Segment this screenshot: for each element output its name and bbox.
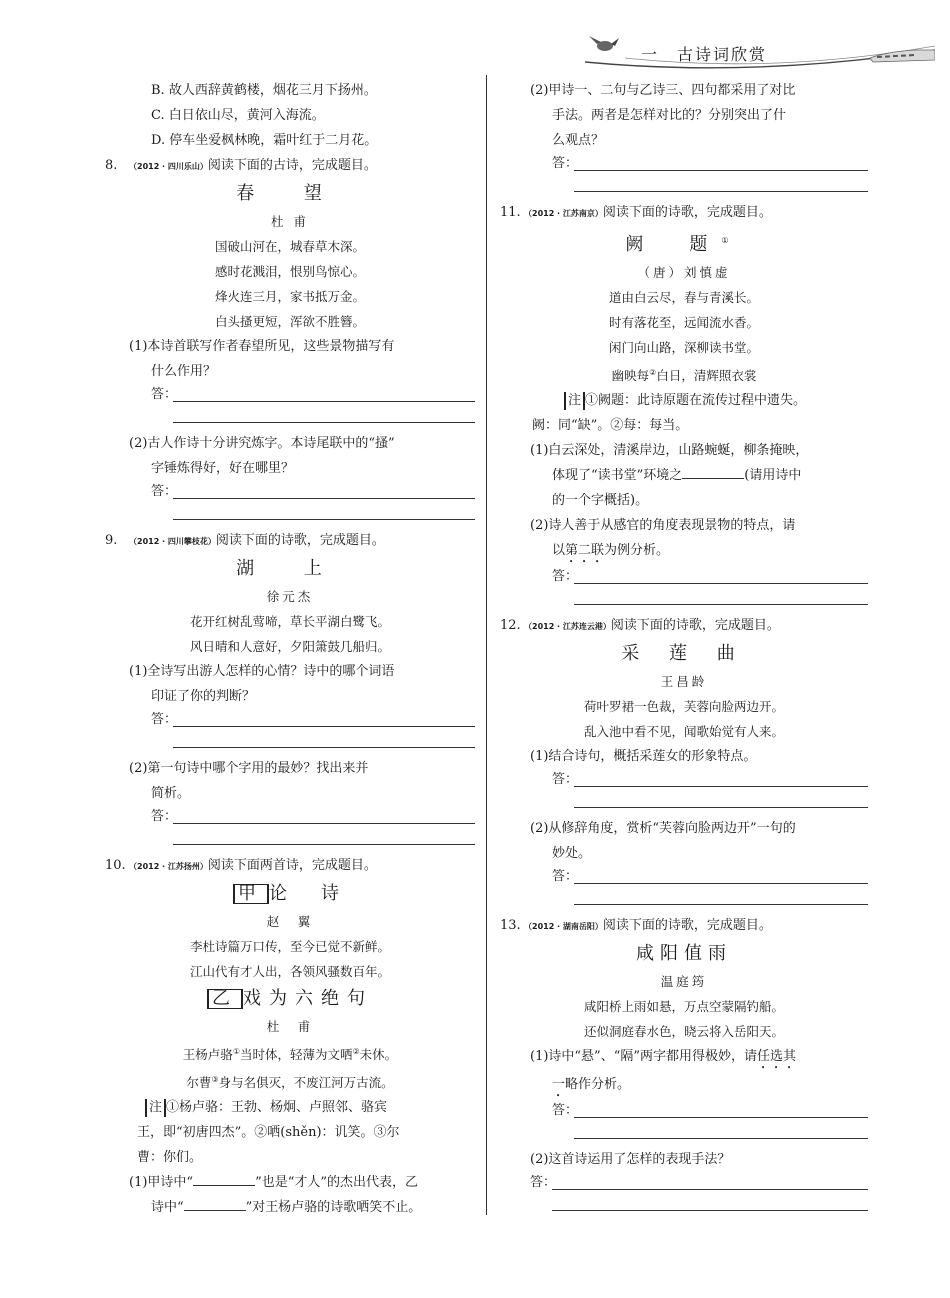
poem-author: 杜 甫 [266,1019,314,1034]
question-prompt: 阅读下面的诗歌，完成题目。 [215,533,385,548]
sub-question-2: (2)这首诗运用了怎样的表现手法？ [530,1152,731,1168]
answer-field[interactable]: 答： [552,153,868,175]
question-number: 13. [500,918,521,934]
question-number: 10. [105,858,126,873]
option-b: B. 故人西辞黄鹤楼，烟花三月下扬州。 [151,83,377,98]
option-c: C. 白日依山尽，黄河入海流。 [151,108,325,123]
question-source: （2012 · 四川攀枝花） [129,537,216,546]
sub-question-2: (2)诗人善于从感官的角度表现景物的特点，请 以第二联为例分析。 [530,518,796,559]
answer-line[interactable] [574,888,868,905]
section-title: 一 古诗词欣赏 [641,45,768,64]
question-source: （2012 · 江苏扬州） [129,862,208,871]
answer-field[interactable]: 答： [552,566,868,588]
poem-verse: 荷叶罗裙一色裁，芙蓉向脸两边开。 [583,699,784,715]
annotation-cont: 王，即“初唐四杰”。②哂(shěn)：讥笑。③尔 [137,1125,400,1141]
column-divider [486,75,487,1215]
poem-verse: 还似洞庭春水色，晓云将入岳阳天。 [583,1024,784,1040]
sub-question-2: (2)从修辞角度，赏析“芙蓉向脸两边开”一句的 妙处。 [530,821,796,862]
poem-verse: 花开红树乱莺啼，草长平湖白鹭飞。 [189,614,390,629]
poem-title: 春 望 [236,183,344,204]
poem-author: （唐）刘慎虚 [637,265,731,280]
sub-question-1: (1)本诗首联写作者春望所见，这些景物描写有 什么作用？ [129,339,395,379]
sub-question-2: (2)古人作诗十分讲究炼字。本诗尾联中的“搔” 字锤炼得好，好在哪里？ [129,436,395,476]
answer-field[interactable]: 答： [151,806,475,828]
answer-field[interactable]: 答： [552,769,868,791]
question-12 [500,613,868,905]
poem-title-jia: 甲 论 诗 [105,879,475,909]
poem-verse: 咸阳桥上雨如悬，万点空蒙隔钓船。 [583,999,784,1015]
poem-author: 王昌龄 [660,674,708,690]
sub-question-1: (1)全诗写出游人怎样的心情？诗中的哪个词语 印证了你的判断？ [129,664,395,704]
answer-field[interactable]: 答： [151,384,475,406]
question-9 [105,528,475,845]
poem-title: 湖 上 [236,558,344,579]
answer-field[interactable]: 答： [530,1172,868,1194]
poem-verse: 道由白云尽，春与青溪长。 [608,290,759,305]
annotation-cont: 曹：你们。 [137,1150,203,1166]
q10-sub-question-2: (2)甲诗一、二句与乙诗三、四句都采用了对比 手法。两者是怎样对比的？分别突出了什 么观点？ [530,83,796,148]
question-prompt: 阅读下面的诗歌，完成题目。 [602,918,772,934]
annotation-cont: 阙：同“缺”。②每：每当。 [532,418,689,434]
poem-verse: 王杨卢骆①当时体，轻薄为文哂②未休。 [182,1047,398,1063]
answer-line[interactable] [173,828,475,845]
sub-question-1: (1)白云深处，清溪岸边，山路蜿蜒，柳条掩映， 体现了“读书堂”环境之 (请用诗中 的一个字概括)。 [530,443,809,509]
poem-author: 徐元杰 [266,589,314,604]
poem-verse: 幽映每②白日，清辉照衣裳 [611,368,757,384]
answer-field[interactable]: 答： [552,866,868,888]
poem-author: 温庭筠 [660,974,708,990]
poem-verse: 时有落花至，远闻流水香。 [608,315,759,330]
fill-blank[interactable] [193,1171,255,1186]
question-number: 9. [105,533,118,548]
question-source: （2012 · 四川乐山） [129,162,208,171]
poem-author: 杜 甫 [271,214,309,229]
question-11 [500,200,868,605]
answer-line[interactable] [574,588,868,605]
answer-line[interactable] [173,503,475,520]
fill-blank[interactable] [184,1196,246,1211]
sub-question-1: (1)结合诗句，概括采莲女的形象特点。 [530,749,757,765]
question-source: （2012 · 江苏南京） [524,209,603,218]
sub-question-1: (1)甲诗中“ ”也是“才人”的杰出代表，乙 诗中“ ”对王杨卢骆的诗歌哂笑不止。 [105,1170,475,1220]
answer-line[interactable] [574,791,868,808]
question-prompt: 阅读下面两首诗，完成题目。 [207,858,377,873]
sub-question-1: (1)诗中“悬”、“隔”两字都用得极妙，请任选其 一略作分析。 [530,1049,797,1093]
question-8 [105,153,475,520]
poem-verse: 乱入池中看不见，闻歌始觉有人来。 [583,724,784,740]
poem-title: 咸阳值雨 [636,943,732,965]
option-d: D. 停车坐爱枫林晚，霜叶红于二月花。 [151,133,378,148]
annotation: 注 ①阙题：此诗原题在流传过程中遗失。 [500,388,868,413]
bird-icon [589,36,619,51]
poem-author: 赵 翼 [266,914,314,929]
fill-blank[interactable] [682,464,744,479]
question-10 [105,853,475,1220]
question-prompt: 阅读下面的诗歌，完成题目。 [610,618,780,634]
poem-verse: 闲门向山路，深柳读书堂。 [608,340,759,355]
poem-verse: 风日晴和人意好，夕阳箫鼓几船归。 [189,639,390,654]
question-number: 11. [500,205,521,220]
question-prompt: 阅读下面的古诗，完成题目。 [207,158,377,173]
sub-question-2: (2)第一句诗中哪个字用的最妙？找出来并 简析。 [129,761,369,801]
poem-verse: 江山代有才人出，各领风骚数百年。 [189,964,390,979]
answer-field[interactable]: 答： [151,709,475,731]
answer-line[interactable] [173,406,475,423]
answer-line[interactable] [552,1194,868,1211]
poem-verse: 白头搔更短，浑欲不胜簪。 [214,314,365,329]
poem-verse: 烽火连三月，家书抵万金。 [214,289,365,304]
poem-verse: 尔曹③身与名俱灭，不废江河万古流。 [186,1075,394,1091]
answer-field[interactable]: 答： [552,1100,868,1122]
poem-title-yi: 乙 戏为六绝句 [105,984,475,1014]
answer-line[interactable] [574,175,868,192]
question-number: 12. [500,618,521,634]
poem-title: 阙 题① [625,234,743,255]
train-icon [870,50,935,62]
annotation: 注 ①杨卢骆：王勃、杨炯、卢照邻、骆宾 [105,1095,475,1120]
question-source: （2012 · 江苏连云港） [524,622,611,632]
question-13 [500,913,868,1211]
question-source: （2012 · 湖南岳阳） [524,922,603,932]
answer-line[interactable] [574,1122,868,1139]
left-column [105,78,475,1220]
poem-verse: 感时花溅泪，恨别鸟惊心。 [214,264,365,279]
answer-field[interactable]: 答： [151,481,475,503]
page-header [585,28,935,76]
poem-verse: 国破山河在，城春草木深。 [214,239,365,254]
question-number: 8. [105,158,118,173]
question-prompt: 阅读下面的诗歌，完成题目。 [602,205,772,220]
poem-verse: 李杜诗篇万口传，至今已觉不新鲜。 [189,939,390,954]
answer-line[interactable] [173,731,475,748]
poem-title: 采 莲 曲 [621,643,747,665]
right-column [500,78,868,1219]
